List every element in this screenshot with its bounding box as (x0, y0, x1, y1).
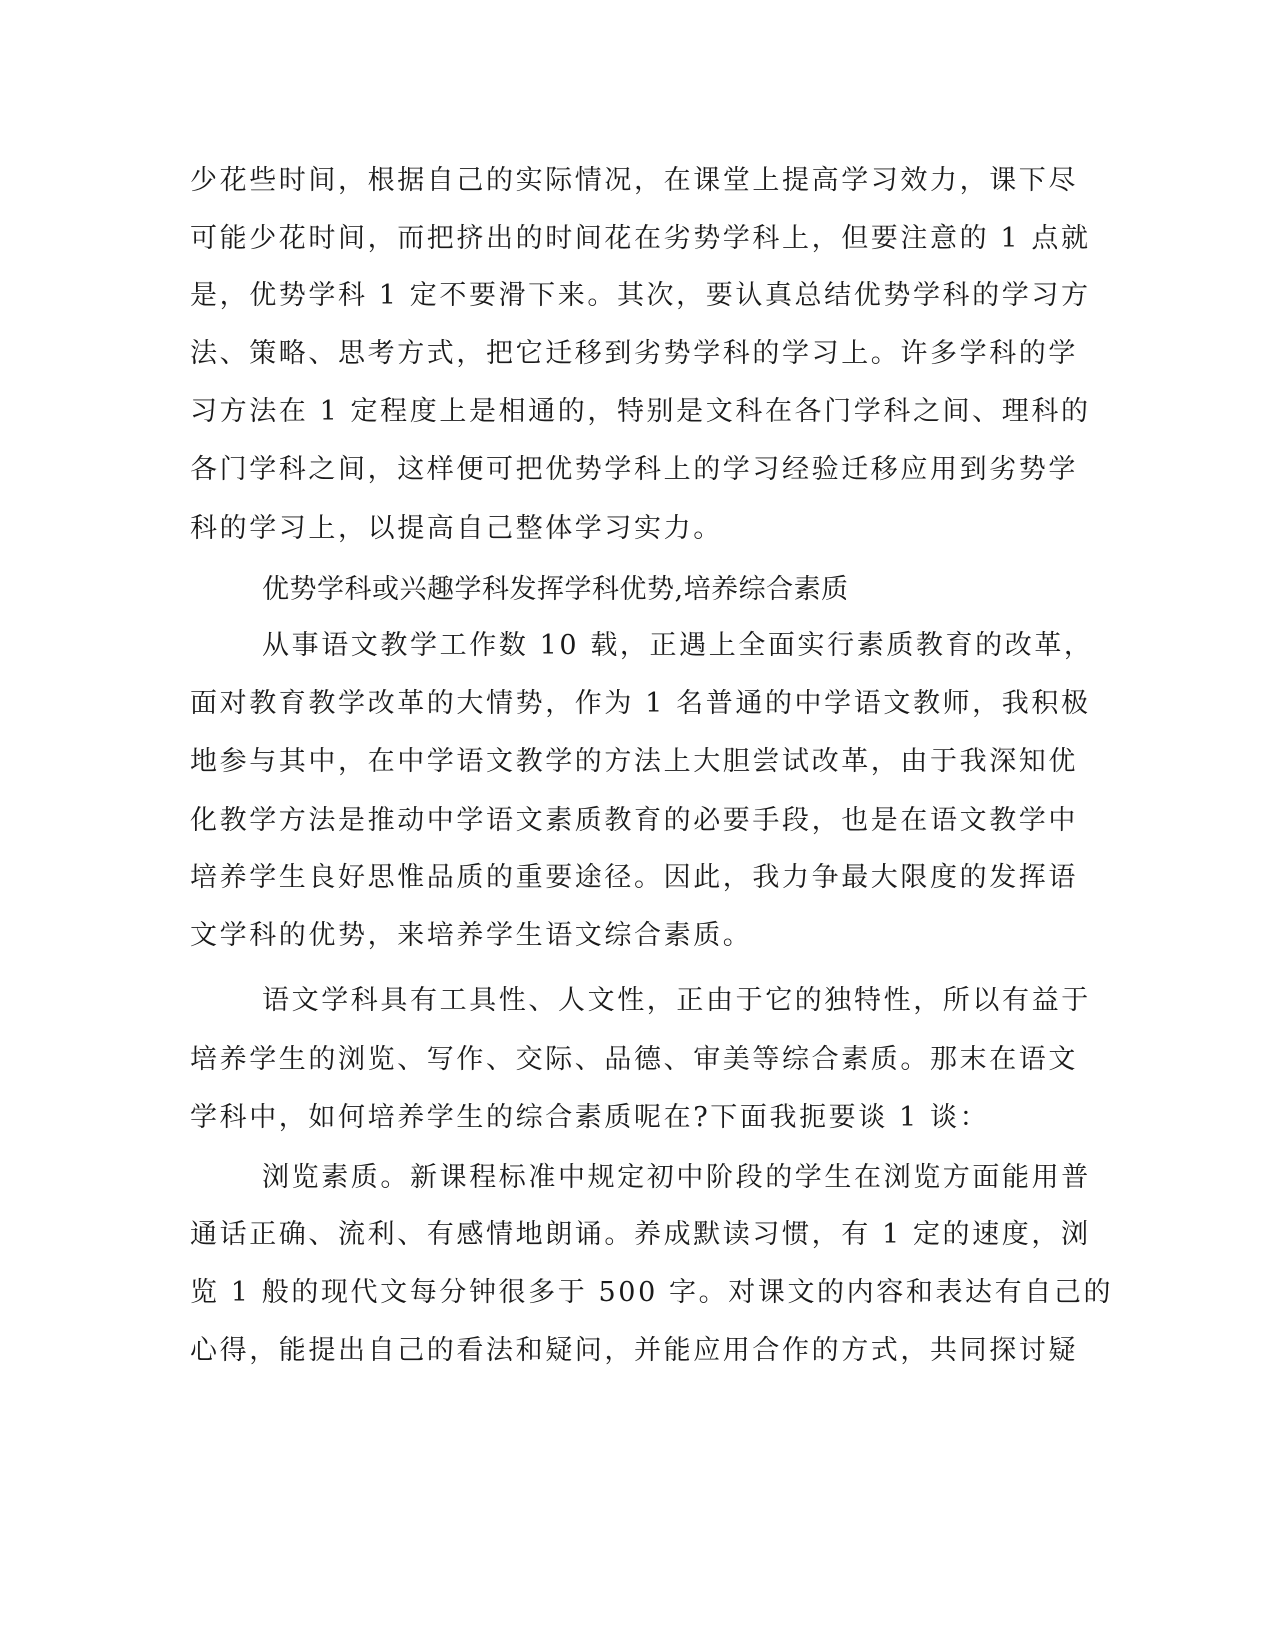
paragraph-line: 科的学习上，以提高自己整体学习实力。 (190, 513, 723, 544)
paragraph-line: 习方法在 1 定程度上是相通的，特别是文科在各门学科之间、理科的 (190, 396, 1091, 427)
paragraph-line: 浏览素质。新课程标准中规定初中阶段的学生在浏览方面能用普 (262, 1162, 1091, 1193)
paragraph-line: 少花些时间，根据自己的实际情况，在课堂上提高学习效力，课下尽 (190, 165, 1078, 196)
paragraph-line: 通话正确、流利、有感情地朗诵。养成默读习惯，有 1 定的速度，浏 (190, 1219, 1091, 1250)
paragraph-line: 法、策略、思考方式，把它迁移到劣势学科的学习上。许多学科的学 (190, 338, 1078, 369)
paragraph-line: 学科中，如何培养学生的综合素质呢在?下面我扼要谈 1 谈： (190, 1102, 990, 1133)
paragraph-line: 心得，能提出自己的看法和疑问，并能应用合作的方式，共同探讨疑 (190, 1335, 1078, 1366)
paragraph-line: 语文学科具有工具性、人文性，正由于它的独特性，所以有益于 (262, 985, 1091, 1016)
paragraph-line: 培养学生良好思惟品质的重要途径。因此，我力争最大限度的发挥语 (190, 862, 1078, 893)
paragraph-line: 培养学生的浏览、写作、交际、品德、审美等综合素质。那末在语文 (190, 1044, 1078, 1075)
paragraph-line: 地参与其中，在中学语文教学的方法上大胆尝试改革，由于我深知优 (190, 746, 1078, 777)
section-heading: 优势学科或兴趣学科发挥学科优势,培养综合素质 (262, 574, 849, 605)
paragraph-line: 面对教育教学改革的大情势，作为 1 名普通的中学语文教师，我积极 (190, 688, 1091, 719)
paragraph-line: 各门学科之间，这样便可把优势学科上的学习经验迁移应用到劣势学 (190, 454, 1078, 485)
paragraph-line: 可能少花时间，而把挤出的时间花在劣势学科上，但要注意的 1 点就 (190, 223, 1091, 254)
paragraph-line: 文学科的优势，来培养学生语文综合素质。 (190, 920, 753, 951)
paragraph-line: 是，优势学科 1 定不要滑下来。其次，要认真总结优势学科的学习方 (190, 280, 1091, 311)
paragraph-line: 览 1 般的现代文每分钟很多于 500 字。对课文的内容和表达有自己的 (190, 1277, 1114, 1308)
paragraph-line: 化教学方法是推动中学语文素质教育的必要手段，也是在语文教学中 (190, 805, 1078, 836)
paragraph-line: 从事语文教学工作数 10 载，正遇上全面实行素质教育的改革， (262, 630, 1094, 661)
